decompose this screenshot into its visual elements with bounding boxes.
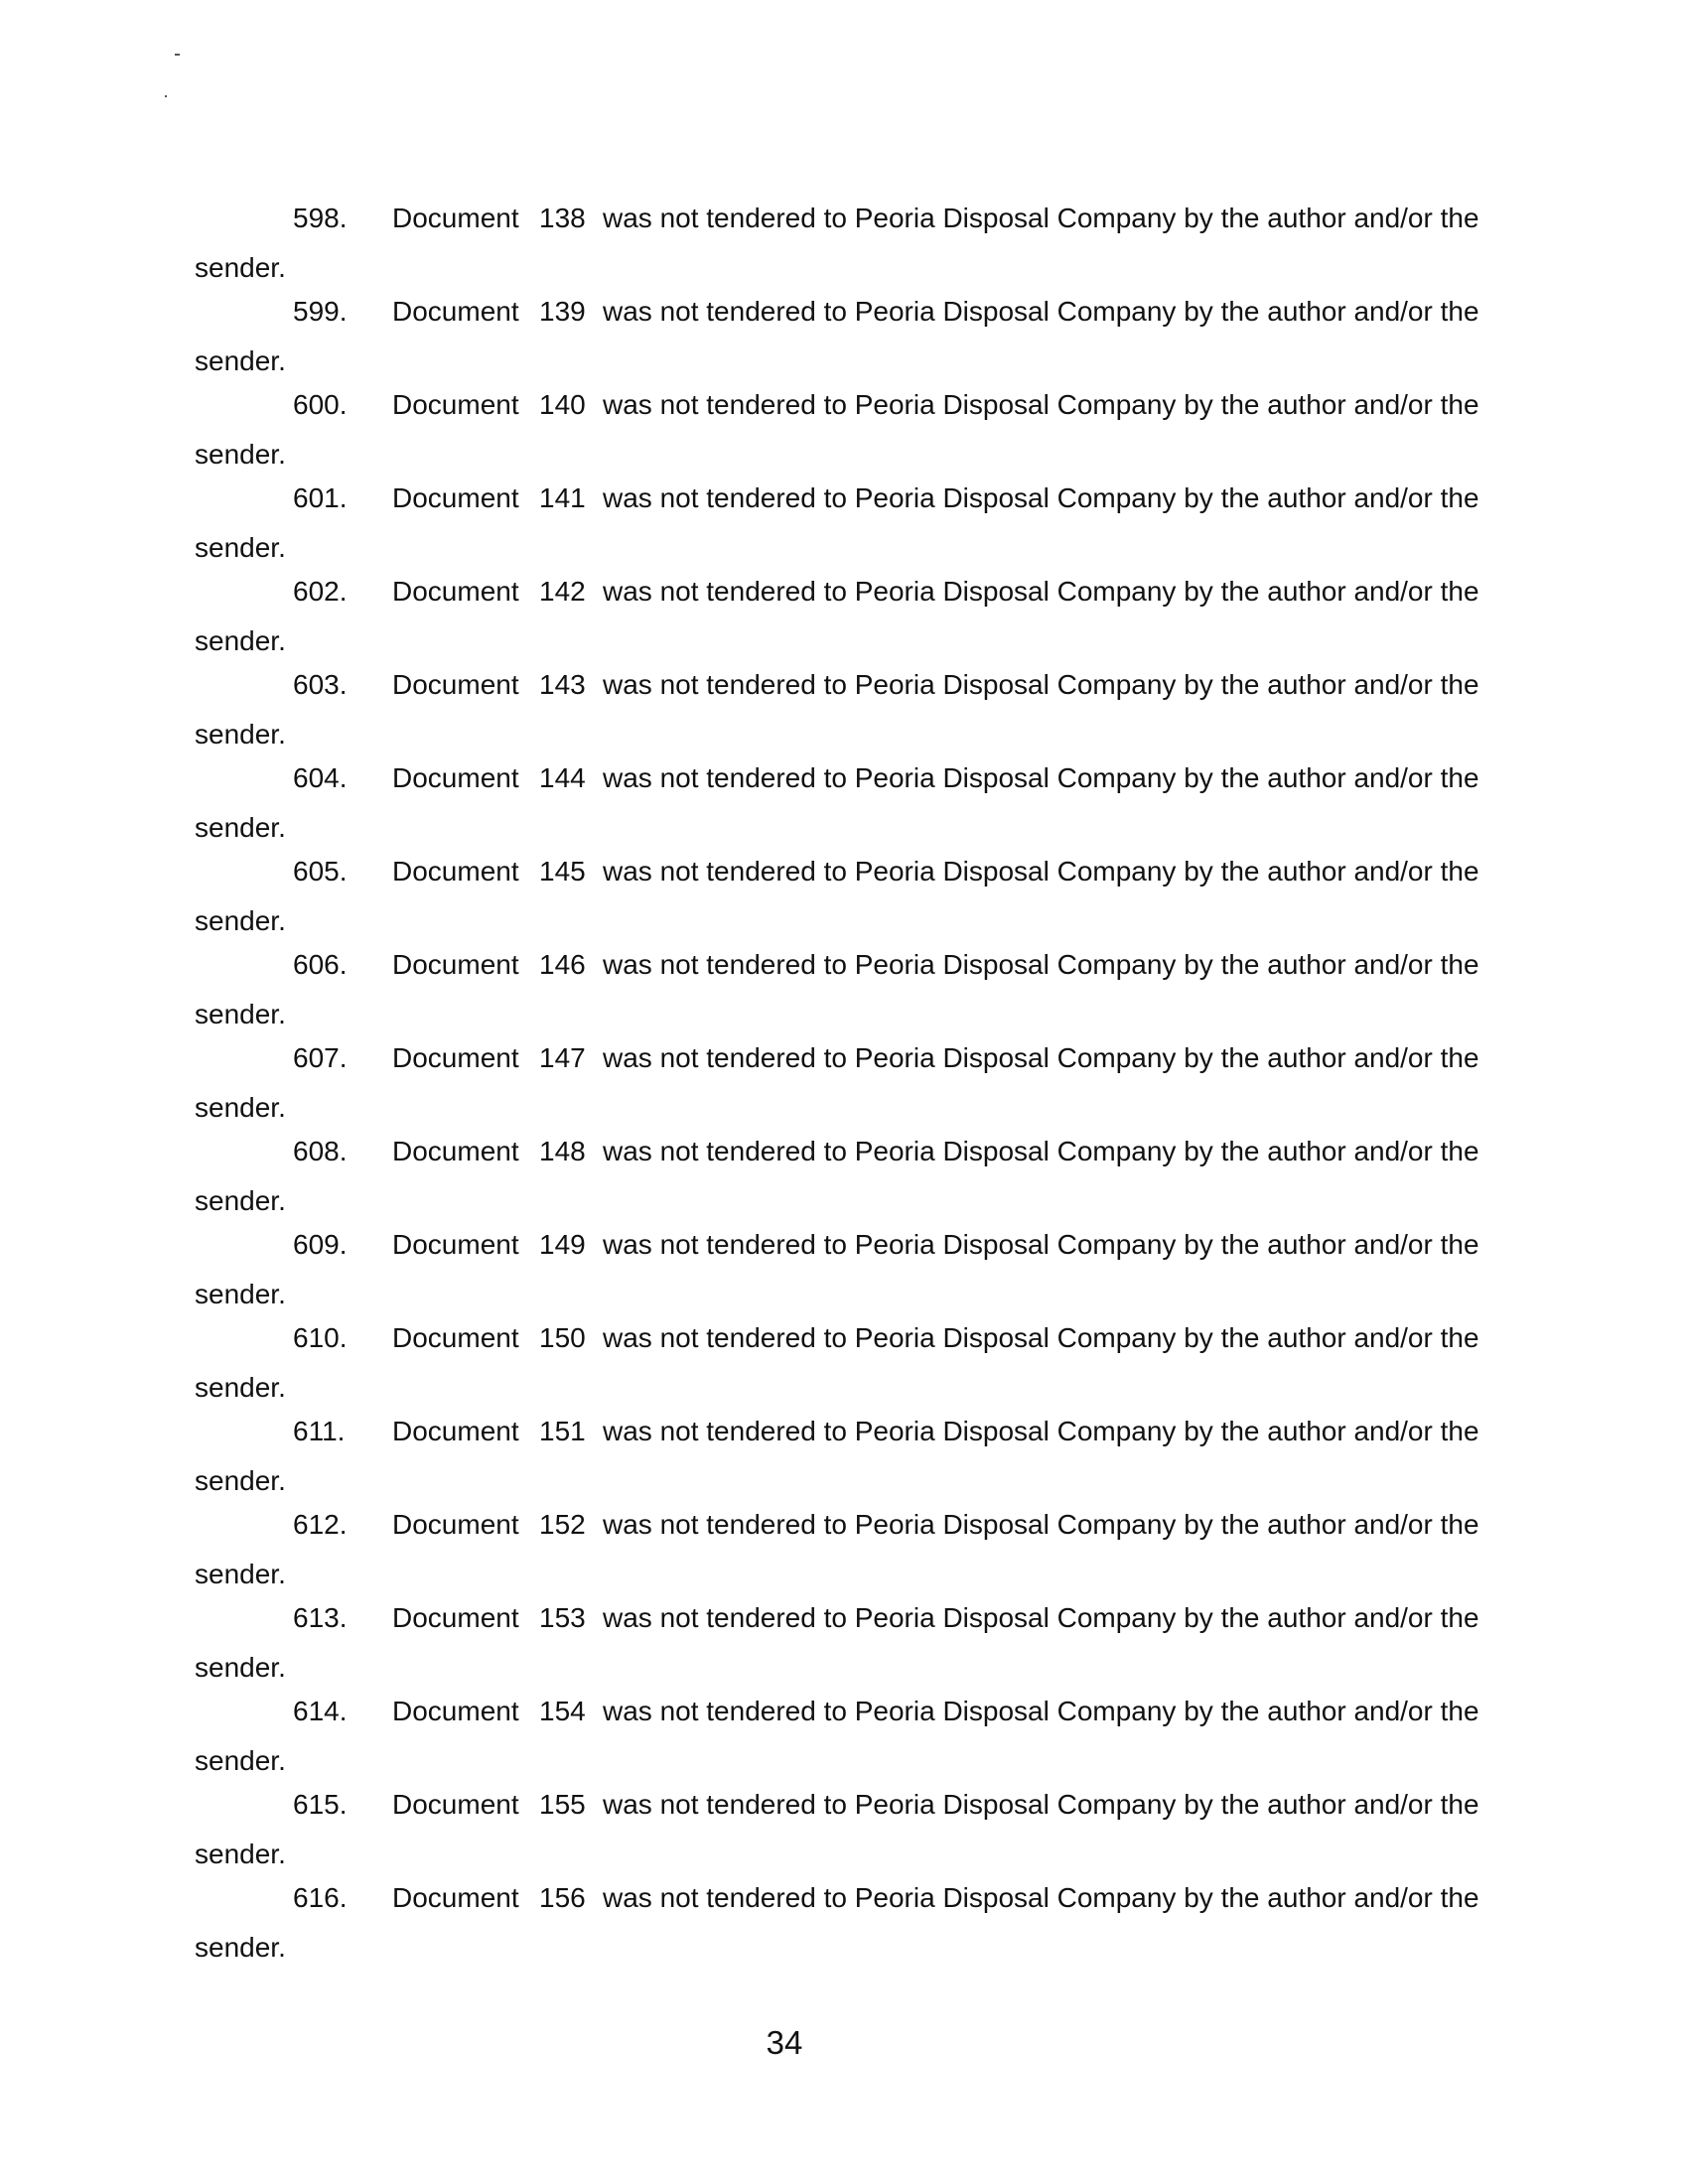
paragraph-continuation: sender. <box>195 625 286 656</box>
paragraph-text: was not tendered to Peoria Disposal Company by the author and/or the <box>603 1416 1479 1446</box>
paragraph-first-line <box>293 761 1479 795</box>
paragraph-first-line <box>293 481 1479 515</box>
document-number: 151 <box>539 1416 586 1446</box>
document-label: Document <box>392 1882 519 1913</box>
document-number: 141 <box>539 482 586 513</box>
paragraph-first-line <box>293 1601 1479 1635</box>
paragraph-number: 599. <box>293 296 348 327</box>
paragraph-text: was not tendered to Peoria Disposal Company by the author and/or the <box>603 856 1479 887</box>
document-number: 142 <box>539 576 586 607</box>
paragraph-continuation: sender. <box>195 1092 286 1123</box>
paragraph-first-line <box>293 388 1479 422</box>
document-label: Document <box>392 1509 519 1540</box>
paragraph-first-line <box>293 1788 1479 1822</box>
document-label: Document <box>392 482 519 513</box>
paragraph-text: was not tendered to Peoria Disposal Company by the author and/or the <box>603 576 1479 607</box>
paragraph-first-line <box>293 948 1479 982</box>
document-label: Document <box>392 1042 519 1073</box>
document-number: 140 <box>539 389 586 420</box>
paragraph-first-line <box>293 1041 1479 1075</box>
paragraph-continuation: sender. <box>195 905 286 936</box>
paragraph-first-line <box>293 295 1479 329</box>
paragraph-first-line <box>293 668 1479 702</box>
document-label: Document <box>392 203 519 233</box>
page-number: 34 <box>766 2024 803 2061</box>
paragraph-first-line <box>293 855 1479 888</box>
document-number: 148 <box>539 1136 586 1166</box>
paragraph-text: was not tendered to Peoria Disposal Company by the author and/or the <box>603 1322 1479 1353</box>
paragraph-continuation: sender. <box>195 1465 286 1496</box>
document-label: Document <box>392 1602 519 1633</box>
paragraph-number: 609. <box>293 1229 348 1260</box>
paragraph-continuation: sender. <box>195 1185 286 1216</box>
paragraph-continuation: sender. <box>195 999 286 1029</box>
numbered-paragraph <box>0 761 1684 855</box>
paragraph-number: 608. <box>293 1136 348 1166</box>
numbered-paragraph <box>0 1321 1684 1415</box>
document-label: Document <box>392 389 519 420</box>
numbered-paragraph <box>0 1881 1684 1975</box>
document-number: 144 <box>539 762 586 793</box>
paragraph-first-line <box>293 1695 1479 1728</box>
paragraph-continuation: sender. <box>195 345 286 376</box>
document-label: Document <box>392 762 519 793</box>
paragraph-continuation: sender. <box>195 252 286 283</box>
document-number: 155 <box>539 1789 586 1820</box>
document-number: 150 <box>539 1322 586 1353</box>
document-label: Document <box>392 296 519 327</box>
paragraph-text: was not tendered to Peoria Disposal Company by the author and/or the <box>603 949 1479 980</box>
paragraph-number: 615. <box>293 1789 348 1820</box>
paragraph-text: was not tendered to Peoria Disposal Company by the author and/or the <box>603 203 1479 233</box>
document-label: Document <box>392 576 519 607</box>
document-label: Document <box>392 1322 519 1353</box>
paragraph-text: was not tendered to Peoria Disposal Company by the author and/or the <box>603 389 1479 420</box>
numbered-paragraph <box>0 948 1684 1041</box>
numbered-paragraph <box>0 1041 1684 1135</box>
document-number: 143 <box>539 669 586 700</box>
paragraph-continuation: sender. <box>195 812 286 843</box>
numbered-paragraph <box>0 1788 1684 1881</box>
numbered-paragraph <box>0 1695 1684 1788</box>
document-number: 152 <box>539 1509 586 1540</box>
paragraph-continuation: sender. <box>195 1932 286 1963</box>
document-number: 154 <box>539 1696 586 1726</box>
numbered-paragraph <box>0 1601 1684 1695</box>
paragraph-number: 601. <box>293 482 348 513</box>
document-number: 146 <box>539 949 586 980</box>
paragraph-number: 612. <box>293 1509 348 1540</box>
paragraph-number: 606. <box>293 949 348 980</box>
paragraph-text: was not tendered to Peoria Disposal Company by the author and/or the <box>603 1136 1479 1166</box>
numbered-paragraph <box>0 1228 1684 1321</box>
scan-speck <box>165 95 167 97</box>
paragraph-text: was not tendered to Peoria Disposal Company by the author and/or the <box>603 1882 1479 1913</box>
paragraph-number: 607. <box>293 1042 348 1073</box>
document-number: 149 <box>539 1229 586 1260</box>
document-label: Document <box>392 1789 519 1820</box>
paragraph-continuation: sender. <box>195 1559 286 1589</box>
numbered-paragraph <box>0 295 1684 388</box>
document-label: Document <box>392 1229 519 1260</box>
numbered-paragraph <box>0 855 1684 948</box>
paragraph-number: 605. <box>293 856 348 887</box>
document-label: Document <box>392 949 519 980</box>
paragraph-number: 604. <box>293 762 348 793</box>
paragraph-first-line <box>293 1321 1479 1355</box>
document-number: 139 <box>539 296 586 327</box>
scan-speck <box>175 54 180 56</box>
paragraph-continuation: sender. <box>195 1839 286 1869</box>
paragraph-first-line <box>293 1228 1479 1262</box>
paragraph-number: 613. <box>293 1602 348 1633</box>
paragraph-first-line <box>293 1415 1479 1448</box>
paragraph-number: 616. <box>293 1882 348 1913</box>
document-label: Document <box>392 1696 519 1726</box>
paragraph-number: 602. <box>293 576 348 607</box>
paragraph-text: was not tendered to Peoria Disposal Company by the author and/or the <box>603 669 1479 700</box>
document-label: Document <box>392 1136 519 1166</box>
numbered-paragraph <box>0 575 1684 668</box>
document-label: Document <box>392 1416 519 1446</box>
paragraph-text: was not tendered to Peoria Disposal Company by the author and/or the <box>603 1696 1479 1726</box>
paragraph-number: 611. <box>293 1416 346 1446</box>
paragraph-continuation: sender. <box>195 439 286 470</box>
paragraph-first-line <box>293 202 1479 235</box>
paragraph-number: 598. <box>293 203 348 233</box>
paragraph-number: 614. <box>293 1696 348 1726</box>
paragraph-first-line <box>293 1135 1479 1168</box>
numbered-paragraph <box>0 202 1684 295</box>
paragraph-number: 600. <box>293 389 348 420</box>
paragraph-text: was not tendered to Peoria Disposal Company by the author and/or the <box>603 1042 1479 1073</box>
paragraph-first-line <box>293 1508 1479 1542</box>
document-number: 156 <box>539 1882 586 1913</box>
numbered-paragraph <box>0 668 1684 761</box>
paragraph-continuation: sender. <box>195 1745 286 1776</box>
numbered-paragraph <box>0 1135 1684 1228</box>
numbered-paragraph <box>0 481 1684 575</box>
paragraph-first-line <box>293 575 1479 609</box>
paragraph-number: 610. <box>293 1322 348 1353</box>
document-number: 153 <box>539 1602 586 1633</box>
document-number: 145 <box>539 856 586 887</box>
numbered-paragraph <box>0 1508 1684 1601</box>
paragraph-text: was not tendered to Peoria Disposal Company by the author and/or the <box>603 296 1479 327</box>
paragraph-text: was not tendered to Peoria Disposal Company by the author and/or the <box>603 1789 1479 1820</box>
paragraph-continuation: sender. <box>195 719 286 750</box>
numbered-paragraph <box>0 388 1684 481</box>
document-number: 147 <box>539 1042 586 1073</box>
document-number: 138 <box>539 203 586 233</box>
document-label: Document <box>392 856 519 887</box>
paragraph-first-line <box>293 1881 1479 1915</box>
paragraph-continuation: sender. <box>195 1652 286 1683</box>
paragraph-continuation: sender. <box>195 1372 286 1403</box>
paragraph-text: was not tendered to Peoria Disposal Company by the author and/or the <box>603 482 1479 513</box>
paragraph-continuation: sender. <box>195 1279 286 1309</box>
paragraph-text: was not tendered to Peoria Disposal Company by the author and/or the <box>603 1509 1479 1540</box>
paragraph-text: was not tendered to Peoria Disposal Company by the author and/or the <box>603 1229 1479 1260</box>
numbered-paragraph <box>0 1415 1684 1508</box>
paragraph-number: 603. <box>293 669 348 700</box>
document-label: Document <box>392 669 519 700</box>
paragraph-text: was not tendered to Peoria Disposal Company by the author and/or the <box>603 762 1479 793</box>
paragraph-text: was not tendered to Peoria Disposal Company by the author and/or the <box>603 1602 1479 1633</box>
paragraph-continuation: sender. <box>195 532 286 563</box>
